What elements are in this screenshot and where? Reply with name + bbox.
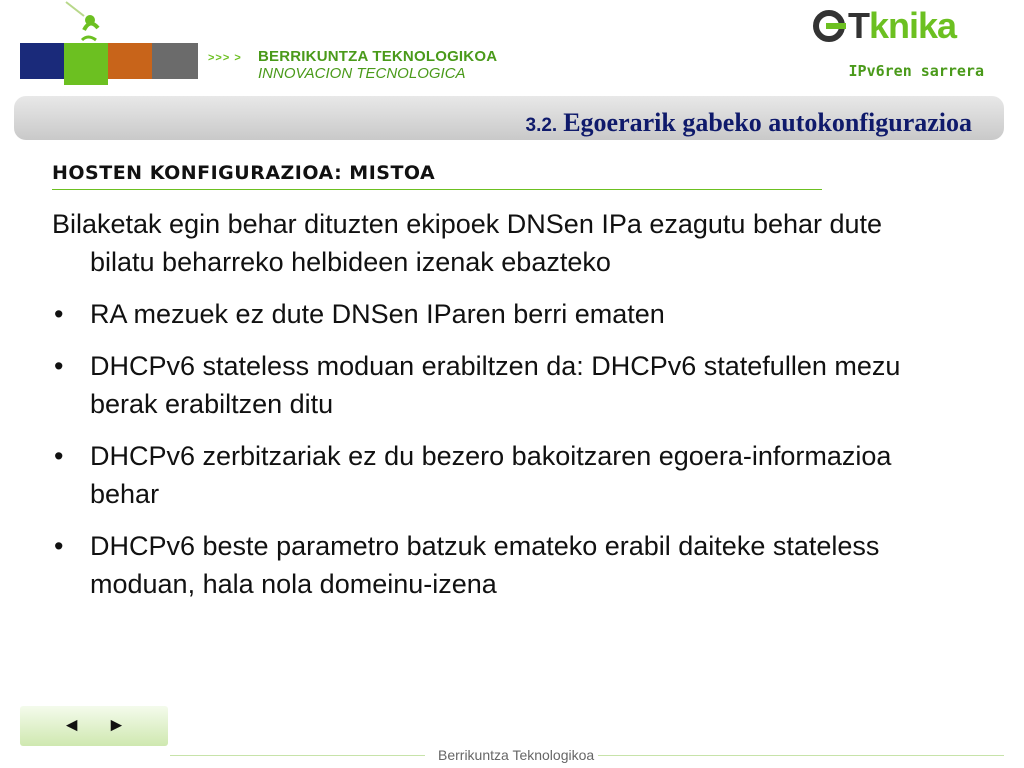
bullet-text: DHCPv6 zerbitzariak ez du bezero bakoitzaren egoera-informazioa behar	[90, 441, 892, 509]
brand-line-spanish: INNOVACION TECNOLOGICA	[258, 65, 466, 82]
bullet-text: DHCPv6 stateless moduan erabiltzen da: DHCPv6 statefullen mezu berak erabiltzen ditu	[90, 351, 901, 419]
header-arrows: >>> >	[208, 52, 242, 64]
header-square-navy	[20, 43, 64, 79]
slide-navigation	[20, 706, 168, 746]
bullet-marker: •	[54, 441, 64, 471]
bullet-item	[52, 527, 952, 603]
header-square-orange	[108, 43, 152, 79]
header-square-green	[64, 43, 108, 85]
logo-text-rest: knika	[869, 5, 957, 46]
previous-slide-button[interactable]: ◄	[62, 715, 81, 736]
logo-figure-icon	[62, 0, 112, 46]
bullet-item	[52, 347, 952, 423]
footer-divider-right	[598, 755, 1004, 756]
section-divider	[52, 189, 822, 190]
bullet-text: RA mezuek ez dute DNSen IParen berri ematen	[90, 299, 665, 329]
bullet-marker: •	[54, 531, 64, 561]
slide-title	[526, 108, 973, 138]
next-slide-button[interactable]: ►	[107, 715, 126, 736]
intro-paragraph: Bilaketak egin behar dituzten ekipoek DNSen IPa ezagutu behar dute bilatu beharreko helbideen izenak ebazteko	[52, 209, 883, 277]
logo-text-prefix: T	[848, 5, 869, 46]
bullet-marker: •	[54, 351, 64, 381]
bullet-text: DHCPv6 beste parametro batzuk emateko erabil daiteke stateless moduan, hala nola domeinu-izena	[90, 531, 880, 599]
bullet-item	[52, 295, 952, 333]
slide-title-text: Egoerarik gabeko autokonfigurazioa	[563, 108, 972, 137]
section-heading: HOSTEN KONFIGURAZIOA: MISTOA	[52, 162, 436, 184]
bullet-marker: •	[54, 299, 64, 329]
footer-divider-left	[170, 755, 425, 756]
presentation-subtitle: IPv6ren sarrera	[848, 62, 984, 80]
tknika-logo	[812, 6, 956, 46]
slide-title-number: 3.2.	[525, 115, 558, 136]
header-square-gray	[152, 43, 198, 79]
slide-body	[52, 205, 952, 617]
tknika-logo-icon	[812, 9, 846, 43]
bullet-item	[52, 437, 952, 513]
brand-line-basque: BERRIKUNTZA TEKNOLOGIKOA	[258, 48, 498, 65]
footer-text: Berrikuntza Teknologikoa	[438, 747, 595, 763]
